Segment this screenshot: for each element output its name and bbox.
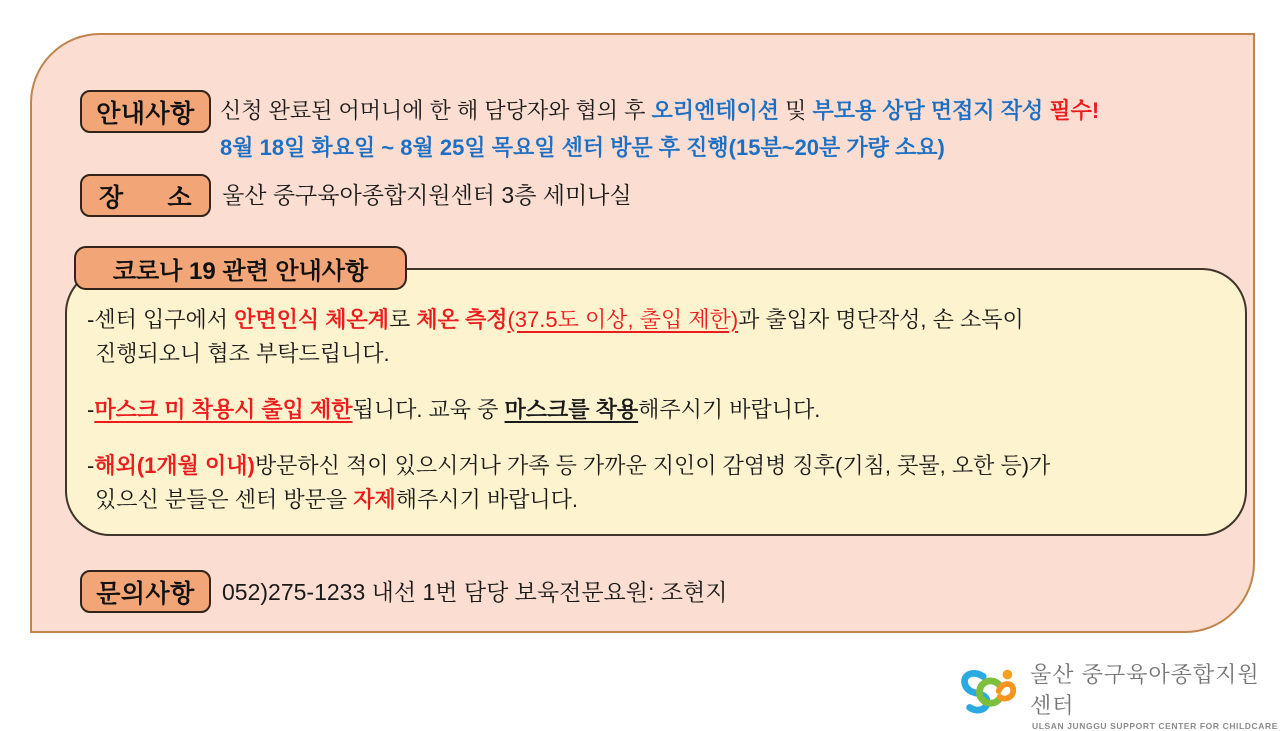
text-run: 신청 완료된 어머니에 한 해 담당자와 협의 후 [220,98,652,123]
covid-bullet-3-line-2 [95,484,578,516]
text-run: - [87,453,95,478]
notice-label: 안내사항 [80,90,211,133]
center-name-english: ULSAN JUNGGU SUPPORT CENTER FOR CHILDCARE [1031,721,1279,731]
footer-logo [958,658,1280,731]
text-run: 및 [778,98,813,123]
text-run: 해주시기 바랍니다. [395,487,578,512]
location-label-right: 소 [167,183,192,212]
covid-section-label: 코로나 19 관련 안내사항 [74,246,407,290]
location-label-left: 장 [99,183,124,212]
covid-bullet-3-line-1 [87,450,1050,482]
covid-bullet-1-line-2: 진행되오니 협조 부탁드립니다. [95,341,390,366]
text-run-mask-restriction: 마스크 미 착용시 출입 제한 [94,397,353,422]
text-run-refrain: 자제 [353,487,396,512]
text-run-wear-mask: 마스크를 착용 [504,397,639,422]
covid-section-box [65,268,1247,536]
text-run-thermometer: 안면인식 체온계 [234,307,389,332]
childcare-center-logo-icon [958,667,1020,722]
text-run-overseas: 해외(1개월 이내) [94,453,255,478]
notice-slide [30,33,1255,633]
notice-text [220,92,1099,166]
text-run: 과 출입자 명단작성, 손 소독이 [738,307,1024,332]
location-text: 울산 중구육아종합지원센터 3층 세미나실 [222,182,632,208]
notice-line-2: 8월 18일 화요일 ~ 8월 25일 목요일 센터 방문 후 진행(15분~20분 가량 소요) [220,135,945,160]
text-run: 해주시기 바랍니다. [638,397,821,422]
center-name-korean: 울산 중구육아종합지원센터 [1030,662,1260,718]
text-run-temp-check: 체온 측정 [416,307,508,332]
text-run: - [87,397,95,422]
location-label [80,174,211,217]
text-run: -센터 입구에서 [87,307,235,332]
text-run-orientation: 오리엔테이션 [651,98,779,123]
text-run-temp-limit: (37.5도 이상, 출입 제한) [507,307,739,332]
text-run: 됩니다. 교육 중 [352,397,505,422]
footer-logo-text [1030,658,1280,731]
text-run: 방문하신 적이 있으시거나 가족 등 가까운 지인이 감염병 징후(기침, 콧물, 오한 등)가 [254,453,1051,478]
inquiry-label: 문의사항 [80,570,211,613]
covid-bullet-1-line-1 [87,304,1024,336]
covid-bullet-2 [87,394,820,426]
text-run-required: 필수! [1049,98,1100,123]
notice-line-1 [220,92,1099,129]
text-run: 로 [388,307,417,332]
text-run: 있으신 분들은 센터 방문을 [95,487,354,512]
inquiry-text: 052)275-1233 내선 1번 담당 보육전문요원: 조현지 [222,579,728,605]
text-run-interview: 부모용 상담 면접지 작성 [812,98,1050,123]
